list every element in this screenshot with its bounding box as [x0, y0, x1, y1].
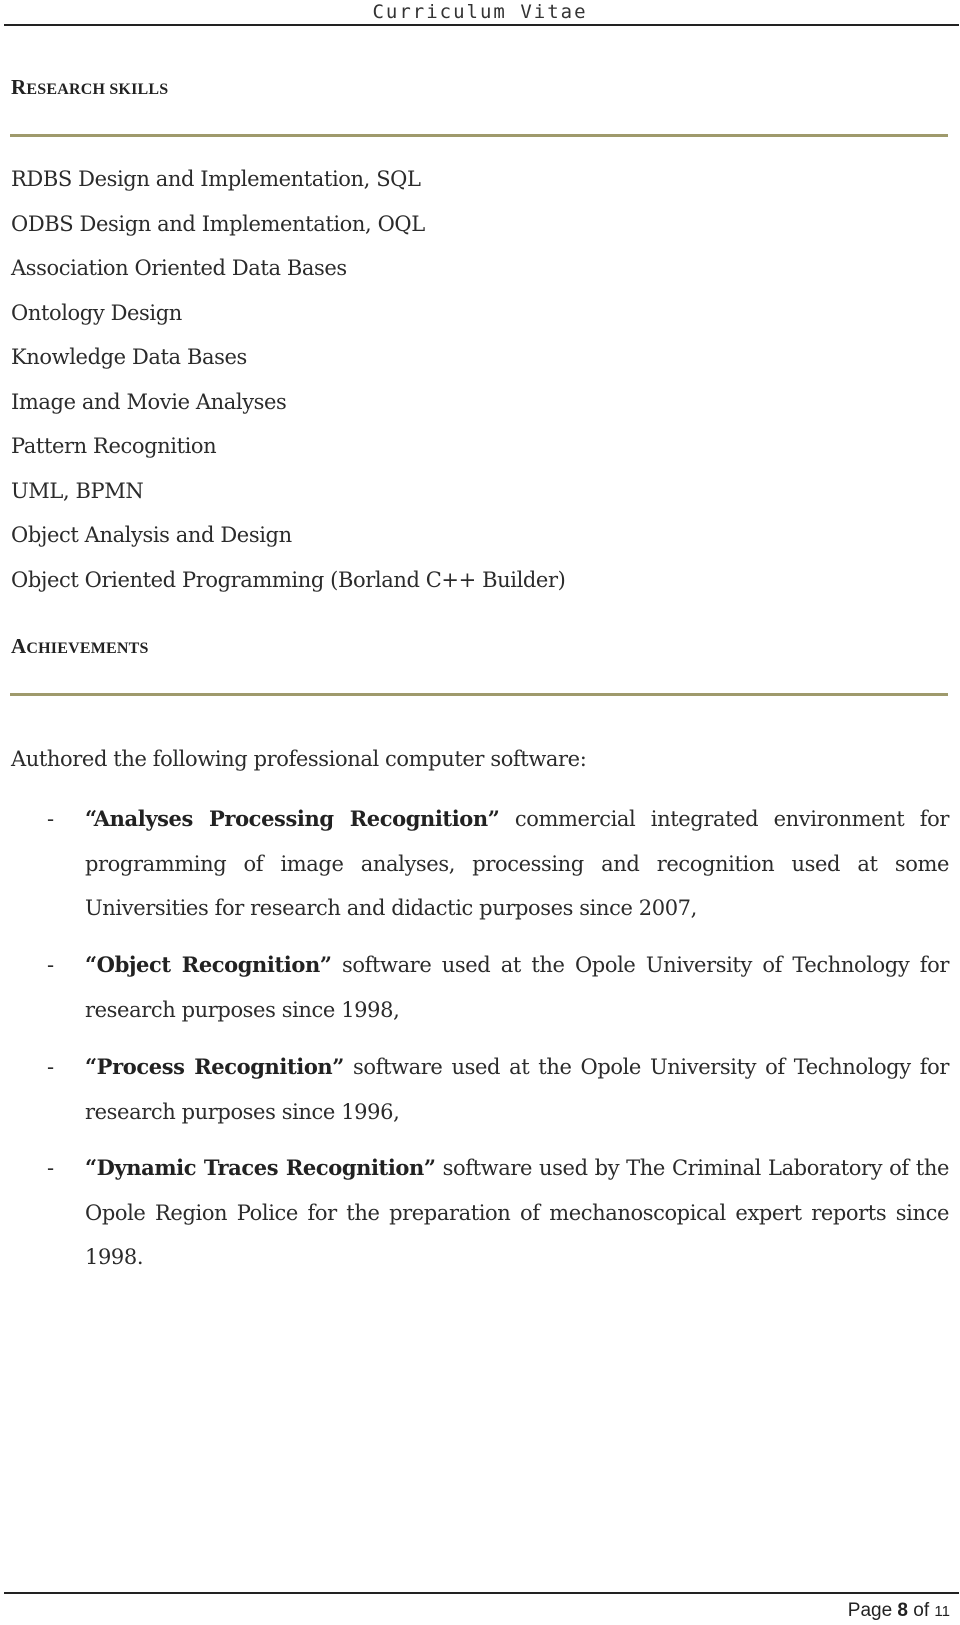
skill-item: Pattern Recognition: [11, 434, 217, 458]
header-rule: [4, 24, 959, 26]
skill-item: Image and Movie Analyses: [11, 389, 287, 414]
achievements-rule: [10, 693, 948, 696]
software-name: “Analyses Processing Recognition”: [85, 806, 500, 831]
software-description: commercial integrated environment for programming of image analyses, processing and recognition used at some Universities for research and didactic purposes since 2007,: [85, 807, 949, 920]
skill-item: Object Oriented Programming (Borland C++ Builder): [11, 567, 566, 592]
software-description: software used by The Criminal Laboratory of the Opole Region Police for the preparation of mechanoscopical expert reports since 1998.: [85, 1156, 949, 1269]
achievement-bullet: -: [47, 953, 55, 977]
achievements-heading-initial: A: [11, 634, 27, 658]
skill-item: Knowledge Data Bases: [11, 345, 247, 369]
skill-item: Object Analysis and Design: [11, 523, 292, 547]
research-skills-heading-initial: R: [11, 75, 27, 99]
skill-item: Ontology Design: [11, 300, 182, 325]
achievement-bullet: -: [47, 1156, 55, 1180]
current-page-number: 8: [897, 1600, 908, 1621]
page-label: Page: [847, 1600, 893, 1621]
achievements-intro: Authored the following professional computer software:: [11, 747, 587, 771]
achievement-bullet: -: [47, 807, 55, 831]
page-number: [848, 1598, 950, 1625]
research-skills-rule: [10, 134, 948, 137]
software-description: software used at the Opole University of Technology for research purposes since 1998,: [85, 953, 949, 1022]
research-skills-heading: [11, 74, 168, 101]
skill-item: RDBS Design and Implementation, SQL: [11, 167, 421, 191]
achievement-text: [85, 1146, 949, 1280]
running-header-title: Curriculum Vitae: [372, 1, 588, 23]
achievement-text: [85, 1045, 949, 1134]
achievements-heading-rest: CHIEVEMENTS: [26, 640, 149, 657]
footer-rule: [4, 1592, 959, 1594]
skill-item: Association Oriented Data Bases: [11, 256, 347, 280]
research-skills-heading-rest: ESEARCH SKILLS: [26, 81, 169, 98]
achievement-text: [85, 943, 949, 1032]
achievement-text: [85, 797, 949, 931]
software-name: “Process Recognition”: [85, 1054, 344, 1079]
software-name: “Dynamic Traces Recognition”: [85, 1155, 436, 1180]
achievement-bullet: -: [47, 1055, 55, 1079]
achievements-heading: [11, 633, 149, 660]
software-description: software used at the Opole University of Technology for research purposes since 1996,: [85, 1055, 949, 1124]
total-page-count: 11: [934, 1603, 950, 1620]
software-name: “Object Recognition”: [85, 952, 332, 977]
skill-item: UML, BPMN: [11, 478, 144, 503]
skill-item: ODBS Design and Implementation, OQL: [11, 211, 425, 236]
research-skills-list: [11, 157, 565, 602]
page-of-label: of: [913, 1600, 930, 1621]
